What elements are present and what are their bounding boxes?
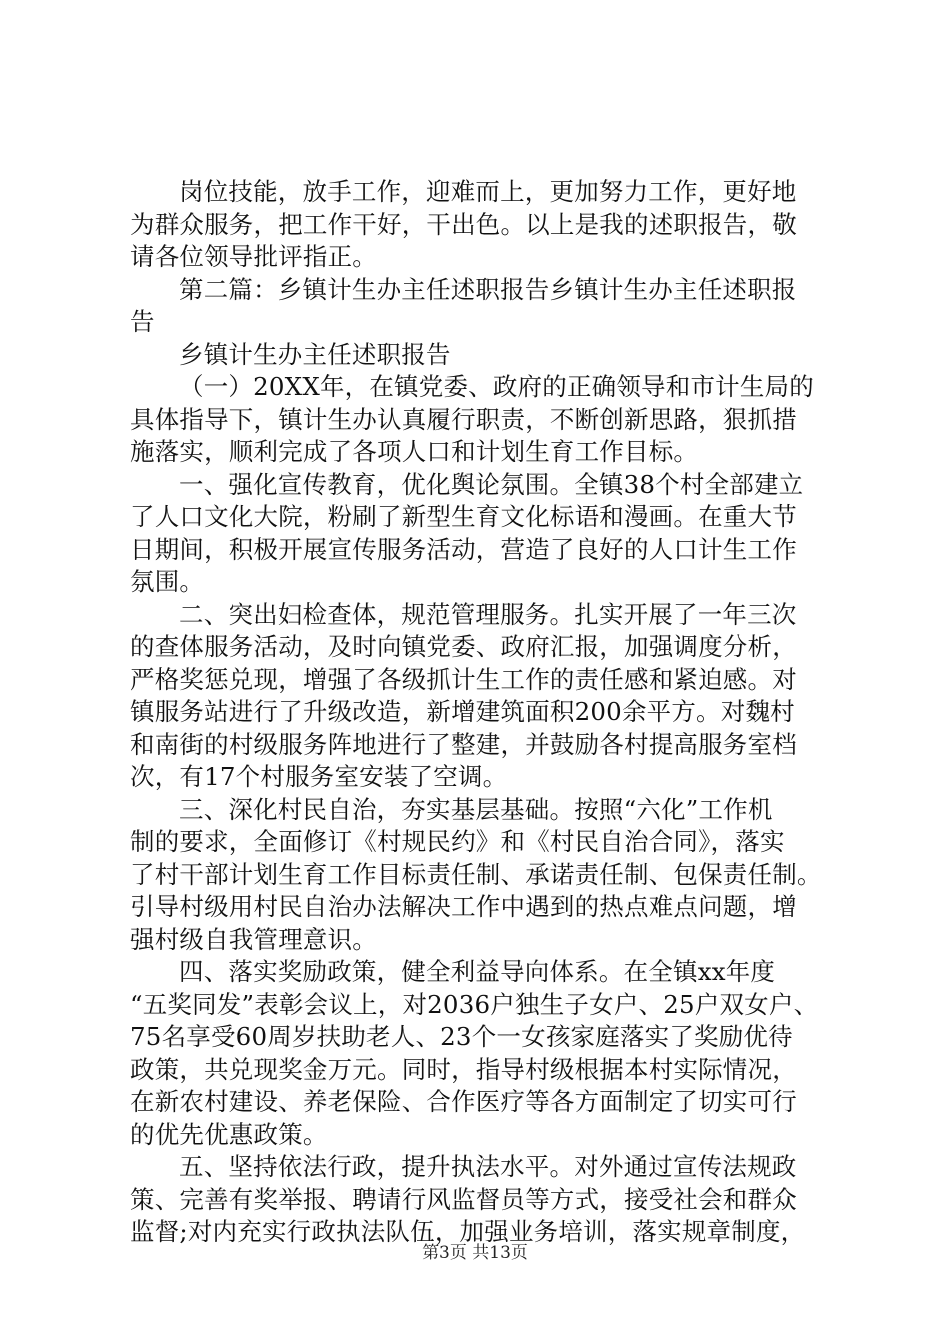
text-line: 四、落实奖励政策，健全利益导向体系。在全镇xx年度 [179,957,776,986]
text-line: 请各位领导批评指正。 [130,242,377,271]
text-line: 五、坚持依法行政，提升执法水平。对外通过宣传法规政 [179,1152,797,1181]
text-line: 二、突出妇检查体，规范管理服务。扎实开展了一年三次 [179,599,797,629]
text-line: 一、强化宣传教育，优化舆论氛围。全镇38个村全部建立 [179,469,804,499]
text-line: 三、深化村民自治，夯实基层基础。按照“六化”工作机 [179,794,773,824]
text-line: 在新农村建设、养老保险、合作医疗等各方面制定了切实可行 [130,1087,797,1116]
document-body [130,176,830,1249]
text-line: 次，有17个村服务室安装了空调。 [130,762,508,791]
section-heading-continued: 告 [130,307,155,336]
text-line: 具体指导下，镇计生办认真履行职责，不断创新思路，狠抓措 [130,404,797,434]
text-line: 策、完善有奖举报、聘请行风监督员等方式，接受社会和群众 [130,1184,797,1214]
text-line: 强村级自我管理意识。 [130,924,377,954]
text-line: （一）20XX年，在镇党委、政府的正确领导和市计生局的 [179,372,814,401]
page-footer [0,1242,950,1264]
text-line: 日期间，积极开展宣传服务活动，营造了良好的人口计生工作 [130,534,797,564]
text-line: 严格奖惩兑现，增强了各级抓计生工作的责任感和紧迫感。对 [130,664,797,694]
text-line: 和南街的村级服务阵地进行了整建，并鼓励各村提高服务室档 [130,729,797,759]
text-line: 岗位技能，放手工作，迎难而上，更加努力工作，更好地 [179,177,797,206]
text-line: 为群众服务，把工作干好，干出色。以上是我的述职报告，敬 [130,209,797,239]
report-title: 乡镇计生办主任述职报告 [179,339,451,369]
text-line: 氛围。 [130,567,205,596]
text-line: 政策，共兑现奖金万元。同时，指导村级根据本村实际情况， [130,1054,797,1084]
section-heading: 第二篇：乡镇计生办主任述职报告乡镇计生办主任述职报 [179,274,797,304]
text-line: 的优先优惠政策。 [130,1119,328,1149]
text-line: “五奖同发”表彰会议上，对2036户独生子女户、25户双女户、 [130,989,819,1019]
page-number-label: 第3页 共13页 [422,1243,528,1263]
text-line: 了人口文化大院，粉刷了新型生育文化标语和漫画。在重大节 [130,502,797,531]
text-line: 的查体服务活动，及时向镇党委、政府汇报，加强调度分析， [130,632,797,661]
text-line: 镇服务站进行了升级改造，新增建筑面积200余平方。对魏村 [130,697,795,726]
text-line: 制的要求，全面修订《村规民约》和《村民自治合同》，落实 [130,827,785,856]
text-line: 施落实，顺利完成了各项人口和计划生育工作目标。 [130,437,699,466]
text-line: 了村干部计划生育工作目标责任制、承诺责任制、包保责任制。 [130,859,822,889]
text-line: 引导村级用村民自治办法解决工作中遇到的热点难点问题，增 [130,892,797,921]
text-line: 监督;对内充实行政执法队伍，加强业务培训，落实规章制度， [130,1217,806,1246]
text-line: 75名享受60周岁扶助老人、23个一女孩家庭落实了奖励优待 [130,1022,793,1051]
